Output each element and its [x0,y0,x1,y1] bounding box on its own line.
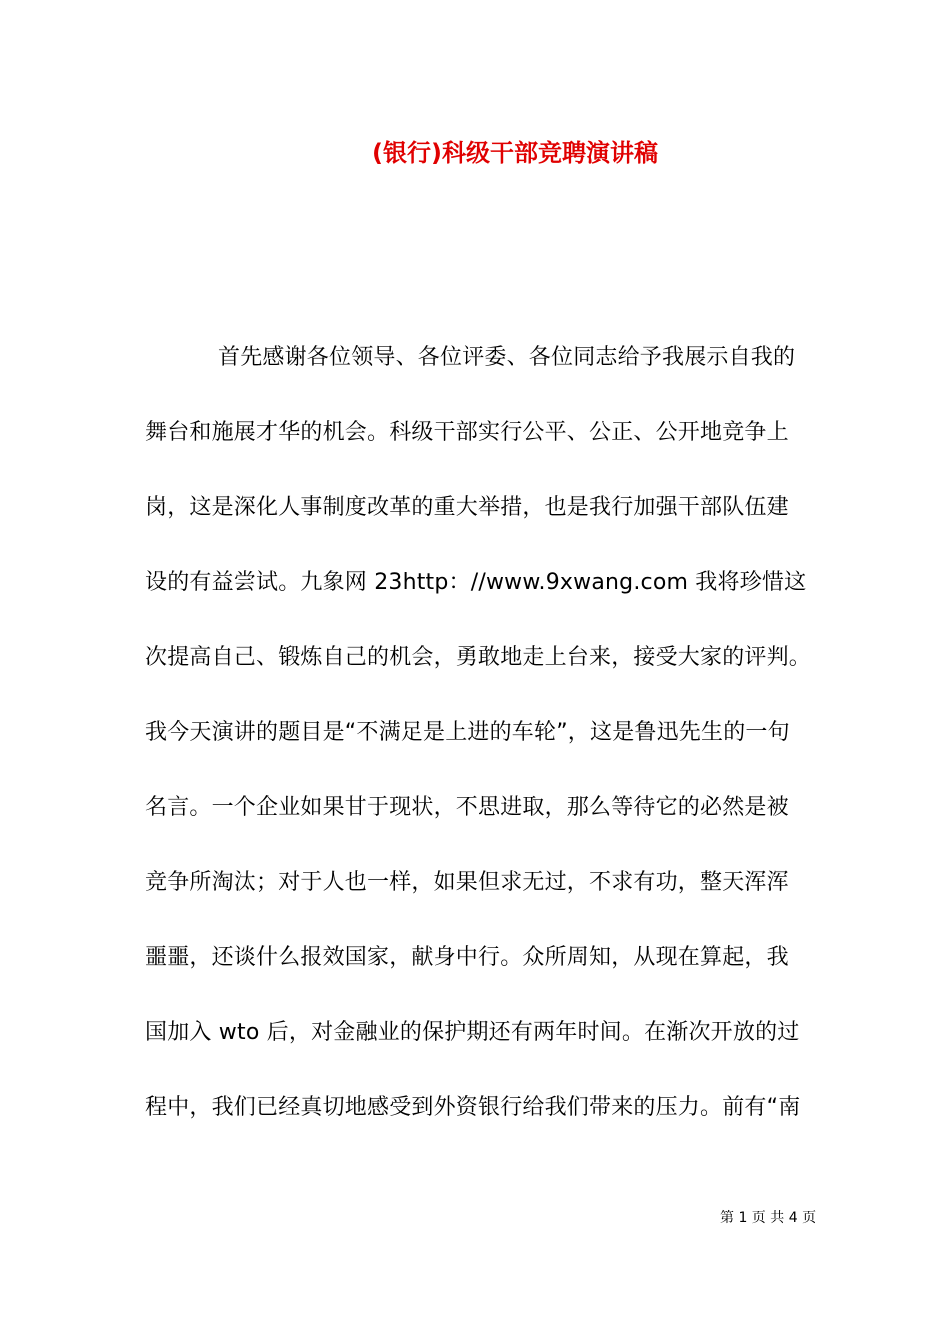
body-line: 国加入 wto 后，对金融业的保护期还有两年时间。在渐次开放的过 [145,1020,800,1045]
body-line: 岗，这是深化人事制度改革的重大举措，也是我行加强干部队伍建 [145,495,789,520]
body-line: 程中，我们已经真切地感受到外资银行给我们带来的压力。前有“南 [145,1095,801,1120]
document-title: (银行)科级干部竞聘演讲稿 [372,139,658,167]
body-line: 名言。一个企业如果甘于现状，不思进取，那么等待它的必然是被 [145,795,789,820]
body-line: 次提高自己、锻炼自己的机会，勇敢地走上台来，接受大家的评判。 [145,645,812,670]
body-line: 设的有益尝试。九象网 23http：//www.9xwang.com 我将珍惜这 [145,570,807,595]
body-line: 我今天演讲的题目是“不满足是上进的车轮”，这是鲁迅先生的一句 [145,720,790,745]
body-line: 竞争所淘汰；对于人也一样，如果但求无过，不求有功，整天浑浑 [145,870,789,895]
body-line: 舞台和施展才华的机会。科级干部实行公平、公正、公开地竞争上 [145,420,789,445]
document-body [145,339,812,1164]
page-number-footer: 第 1 页 共 4 页 [720,1210,817,1226]
body-line: 首先感谢各位领导、各位评委、各位同志给予我展示自我的 [218,345,796,370]
body-line: 噩噩，还谈什么报效国家，献身中行。众所周知，从现在算起，我 [145,945,789,970]
